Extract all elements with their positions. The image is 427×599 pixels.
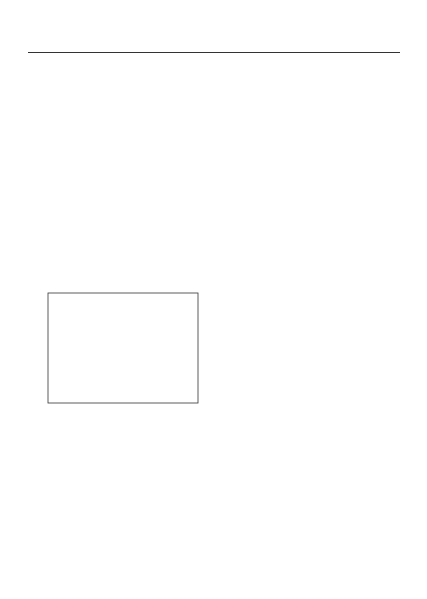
- plot-frame: [48, 293, 198, 403]
- running-header: [28, 40, 400, 53]
- figure: [28, 283, 206, 423]
- right-column: [222, 60, 400, 579]
- figure-plot: [28, 283, 206, 423]
